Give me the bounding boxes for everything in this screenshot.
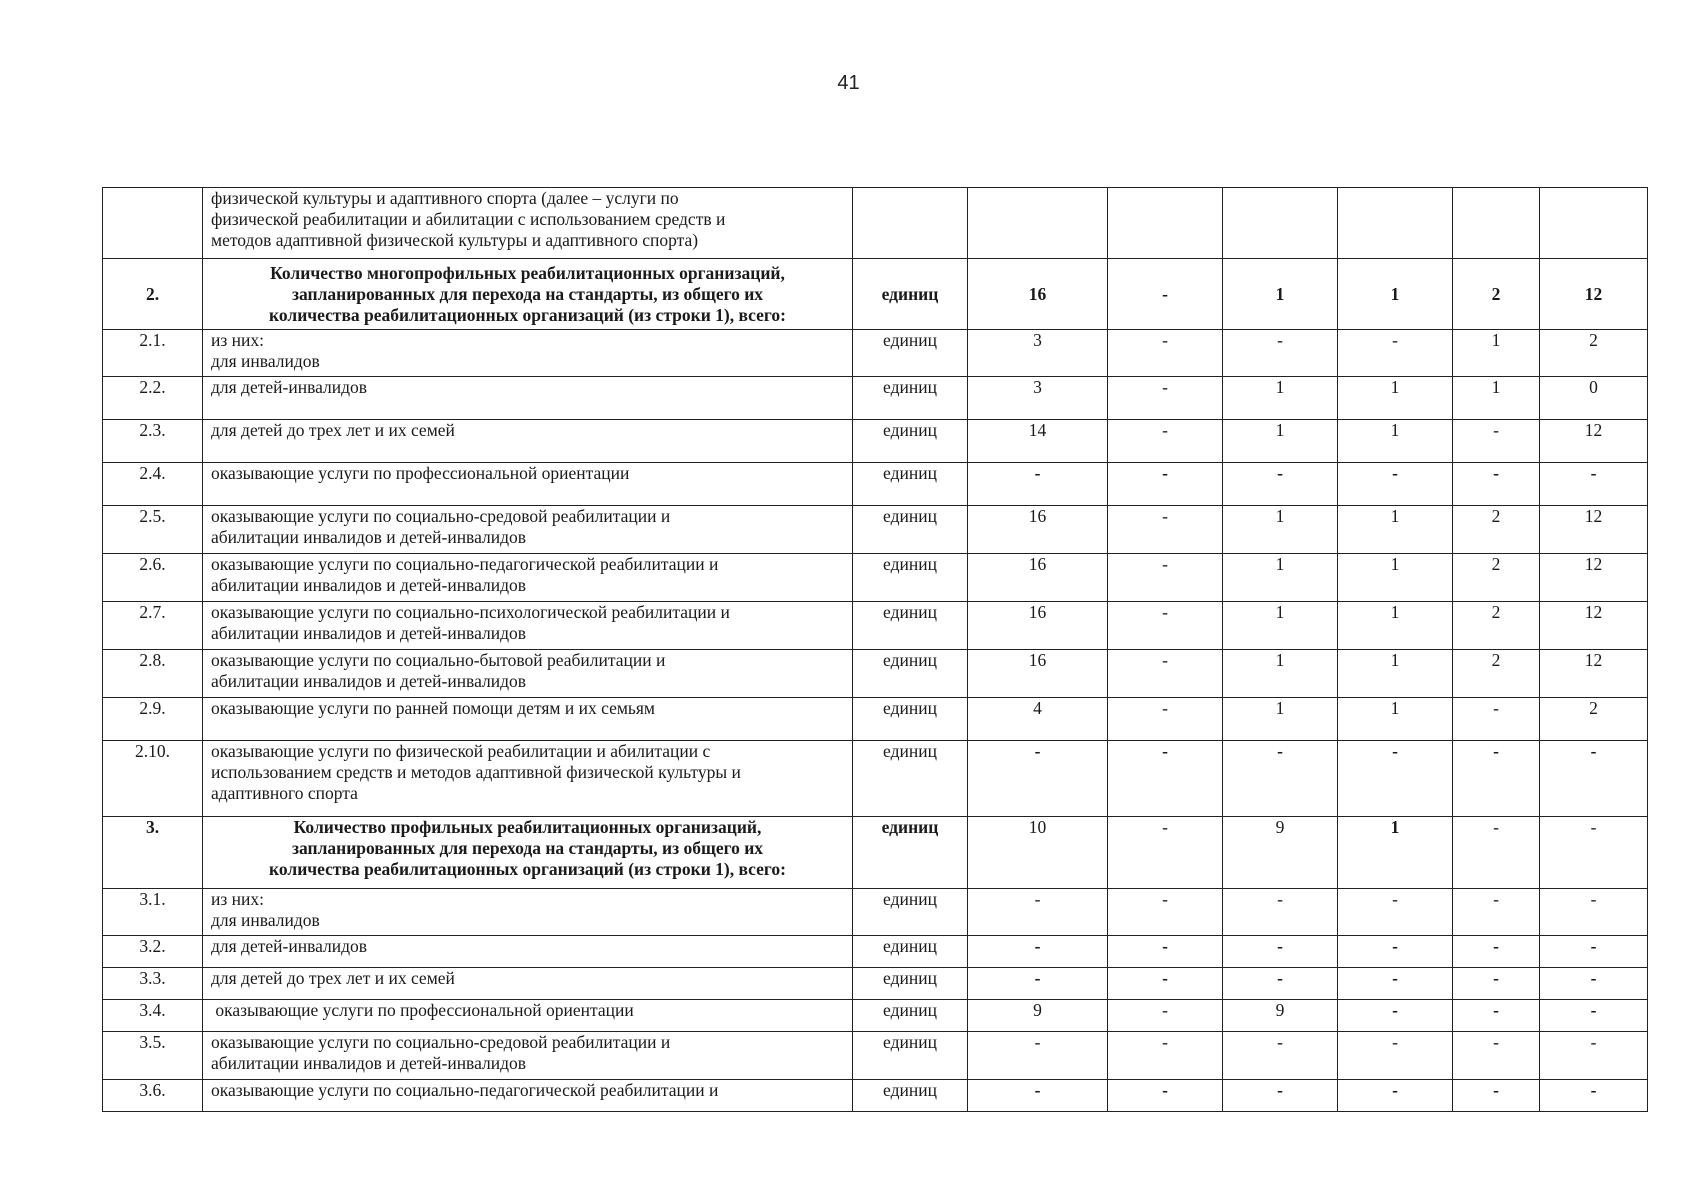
row-value: - <box>1108 1000 1223 1032</box>
table-row <box>103 463 1648 506</box>
row-value: - <box>1540 968 1648 1000</box>
row-number <box>103 188 203 259</box>
table-row <box>103 698 1648 741</box>
row-value: 16 <box>968 650 1108 698</box>
row-value: - <box>1223 741 1338 817</box>
row-unit: единиц <box>853 259 968 330</box>
row-value: 2 <box>1453 602 1540 650</box>
row-value: 1 <box>1338 259 1453 330</box>
row-description: для детей-инвалидов <box>203 936 853 968</box>
row-value: - <box>1108 554 1223 602</box>
table-row <box>103 1000 1648 1032</box>
row-description: для детей до трех лет и их семей <box>203 968 853 1000</box>
row-value: 1 <box>1338 602 1453 650</box>
row-unit: единиц <box>853 889 968 936</box>
row-value <box>1540 188 1648 259</box>
row-value: - <box>1108 420 1223 463</box>
row-description: оказывающие услуги по профессиональной ориентации <box>203 463 853 506</box>
row-value <box>1338 188 1453 259</box>
row-value: - <box>1453 420 1540 463</box>
row-value: - <box>1453 817 1540 889</box>
row-value: - <box>1540 889 1648 936</box>
table-row <box>103 377 1648 420</box>
row-value: - <box>1108 936 1223 968</box>
row-number: 2.4. <box>103 463 203 506</box>
row-value: - <box>1108 889 1223 936</box>
row-value: - <box>1223 889 1338 936</box>
row-number: 3.6. <box>103 1080 203 1112</box>
row-description: оказывающие услуги по социально-бытовой реабилитации и абилитации инвалидов и детей-инвалидов <box>203 650 853 698</box>
row-value: 1 <box>1223 554 1338 602</box>
row-value: 1 <box>1453 377 1540 420</box>
row-value: - <box>1108 330 1223 377</box>
row-value: 1 <box>1338 506 1453 554</box>
row-unit: единиц <box>853 698 968 741</box>
row-value: - <box>1223 330 1338 377</box>
row-description: оказывающие услуги по физической реабилитации и абилитации с использованием средств и методов адаптивной физической культуры и адаптивного спорта <box>203 741 853 817</box>
row-value: 1 <box>1223 377 1338 420</box>
row-value: 9 <box>1223 1000 1338 1032</box>
statistics-table <box>102 187 1648 1112</box>
row-description: для детей-инвалидов <box>203 377 853 420</box>
row-value: - <box>1108 817 1223 889</box>
row-value <box>1223 188 1338 259</box>
row-value: 2 <box>1453 554 1540 602</box>
row-number: 3.4. <box>103 1000 203 1032</box>
row-value: 10 <box>968 817 1108 889</box>
row-unit: единиц <box>853 650 968 698</box>
row-value: - <box>1223 1032 1338 1080</box>
table-row <box>103 741 1648 817</box>
row-value: 0 <box>1540 377 1648 420</box>
row-number: 2.7. <box>103 602 203 650</box>
row-value: 12 <box>1540 259 1648 330</box>
row-value: - <box>1453 698 1540 741</box>
row-value: 9 <box>1223 817 1338 889</box>
row-value: 12 <box>1540 650 1648 698</box>
row-unit: единиц <box>853 420 968 463</box>
row-value: - <box>1453 968 1540 1000</box>
row-value: - <box>1338 1080 1453 1112</box>
row-value: - <box>1453 1032 1540 1080</box>
table-row <box>103 188 1648 259</box>
row-number: 2.5. <box>103 506 203 554</box>
row-value: - <box>1223 463 1338 506</box>
row-value: - <box>1108 741 1223 817</box>
row-value: - <box>1540 741 1648 817</box>
row-value: 1 <box>1338 420 1453 463</box>
row-value: - <box>1453 936 1540 968</box>
row-description: Количество профильных реабилитационных организаций, запланированных для перехода на стандарты, из общего их количества реабилитационных организаций (из строки 1), всего: <box>203 817 853 889</box>
row-value: 2 <box>1453 650 1540 698</box>
table-row <box>103 259 1648 330</box>
row-unit: единиц <box>853 741 968 817</box>
row-value <box>1453 188 1540 259</box>
page-number: 41 <box>837 72 860 94</box>
row-value: 12 <box>1540 602 1648 650</box>
row-value <box>1108 188 1223 259</box>
row-unit: единиц <box>853 1032 968 1080</box>
table-row <box>103 889 1648 936</box>
row-value: - <box>1108 506 1223 554</box>
row-value: - <box>1540 817 1648 889</box>
row-value: - <box>1540 1080 1648 1112</box>
row-number: 2.8. <box>103 650 203 698</box>
row-value: 9 <box>968 1000 1108 1032</box>
row-value: 1 <box>1223 420 1338 463</box>
row-unit: единиц <box>853 602 968 650</box>
table-row <box>103 968 1648 1000</box>
row-value: - <box>1338 889 1453 936</box>
row-unit: единиц <box>853 554 968 602</box>
row-value: - <box>1453 1080 1540 1112</box>
row-value: 16 <box>968 259 1108 330</box>
row-value: 14 <box>968 420 1108 463</box>
row-value: - <box>1453 889 1540 936</box>
row-unit: единиц <box>853 330 968 377</box>
row-value: - <box>1338 968 1453 1000</box>
row-value: - <box>1108 1080 1223 1112</box>
row-unit: единиц <box>853 1000 968 1032</box>
row-value: 2 <box>1540 698 1648 741</box>
row-number: 2.9. <box>103 698 203 741</box>
row-description: Количество многопрофильных реабилитационных организаций, запланированных для перехода на стандарты, из общего их количества реабилитационных организаций (из строки 1), всего: <box>203 259 853 330</box>
row-value: - <box>968 463 1108 506</box>
row-number: 2.6. <box>103 554 203 602</box>
row-value: - <box>1108 968 1223 1000</box>
row-description: оказывающие услуги по социально-средовой реабилитации и абилитации инвалидов и детей-инвалидов <box>203 506 853 554</box>
row-value: - <box>968 741 1108 817</box>
row-value: - <box>1108 259 1223 330</box>
table-row <box>103 420 1648 463</box>
table-row <box>103 936 1648 968</box>
row-number: 2.10. <box>103 741 203 817</box>
row-value: - <box>1540 1000 1648 1032</box>
row-description: для детей до трех лет и их семей <box>203 420 853 463</box>
row-value: - <box>1338 1032 1453 1080</box>
row-value: - <box>1108 650 1223 698</box>
row-value: - <box>1223 936 1338 968</box>
row-value: 3 <box>968 330 1108 377</box>
row-number: 2.2. <box>103 377 203 420</box>
row-number: 2.1. <box>103 330 203 377</box>
row-value: 2 <box>1540 330 1648 377</box>
row-description: физической культуры и адаптивного спорта (далее – услуги по физической реабилитации и абилитации с использованием средств и методов адаптивной физической культуры и адаптивного спорта) <box>203 188 853 259</box>
row-value: - <box>1108 1032 1223 1080</box>
row-description: оказывающие услуги по профессиональной ориентации <box>203 1000 853 1032</box>
row-value: - <box>968 1080 1108 1112</box>
row-value: 3 <box>968 377 1108 420</box>
row-description: оказывающие услуги по социально-педагогической реабилитации и абилитации инвалидов и детей-инвалидов <box>203 554 853 602</box>
row-number: 3.2. <box>103 936 203 968</box>
row-value: - <box>1540 1032 1648 1080</box>
row-description: оказывающие услуги по социально-средовой реабилитации и абилитации инвалидов и детей-инвалидов <box>203 1032 853 1080</box>
row-value: 16 <box>968 602 1108 650</box>
row-value: 1 <box>1223 650 1338 698</box>
row-value: - <box>1453 463 1540 506</box>
row-value: - <box>1338 1000 1453 1032</box>
row-value: 4 <box>968 698 1108 741</box>
row-value: - <box>1108 377 1223 420</box>
row-value: - <box>1338 463 1453 506</box>
row-value: - <box>968 968 1108 1000</box>
table-row <box>103 650 1648 698</box>
row-value: - <box>968 1032 1108 1080</box>
row-value: 16 <box>968 506 1108 554</box>
row-value: - <box>968 889 1108 936</box>
row-value: - <box>1540 936 1648 968</box>
row-description: из них: для инвалидов <box>203 889 853 936</box>
row-unit: единиц <box>853 817 968 889</box>
table-row <box>103 817 1648 889</box>
row-description: из них: для инвалидов <box>203 330 853 377</box>
row-value: - <box>1108 602 1223 650</box>
row-value: 1 <box>1223 602 1338 650</box>
row-value: - <box>1338 936 1453 968</box>
table-row <box>103 506 1648 554</box>
row-value: 2 <box>1453 259 1540 330</box>
row-value: - <box>1338 741 1453 817</box>
row-value: 1 <box>1338 377 1453 420</box>
row-value: 1 <box>1338 698 1453 741</box>
row-unit: единиц <box>853 936 968 968</box>
row-number: 3.1. <box>103 889 203 936</box>
row-number: 3.3. <box>103 968 203 1000</box>
row-unit: единиц <box>853 463 968 506</box>
row-value: 1 <box>1223 506 1338 554</box>
row-value: - <box>1223 968 1338 1000</box>
row-unit: единиц <box>853 1080 968 1112</box>
row-value: 1 <box>1338 554 1453 602</box>
table-row <box>103 1080 1648 1112</box>
row-number: 2. <box>103 259 203 330</box>
row-value: 2 <box>1453 506 1540 554</box>
row-value: - <box>1453 741 1540 817</box>
row-value: 12 <box>1540 554 1648 602</box>
row-value: 12 <box>1540 506 1648 554</box>
table-row <box>103 330 1648 377</box>
table-row <box>103 602 1648 650</box>
row-number: 2.3. <box>103 420 203 463</box>
row-value: 16 <box>968 554 1108 602</box>
row-number: 3.5. <box>103 1032 203 1080</box>
row-value: 12 <box>1540 420 1648 463</box>
row-value: - <box>1223 1080 1338 1112</box>
row-value: 1 <box>1338 817 1453 889</box>
row-unit: единиц <box>853 968 968 1000</box>
table-row <box>103 1032 1648 1080</box>
table-row <box>103 554 1648 602</box>
row-value: 1 <box>1223 698 1338 741</box>
row-value: 1 <box>1338 650 1453 698</box>
row-value: - <box>1338 330 1453 377</box>
row-description: оказывающие услуги по социально-педагогической реабилитации и <box>203 1080 853 1112</box>
row-value: - <box>968 936 1108 968</box>
row-unit: единиц <box>853 506 968 554</box>
row-number: 3. <box>103 817 203 889</box>
row-description: оказывающие услуги по социально-психологической реабилитации и абилитации инвалидов и детей-инвалидов <box>203 602 853 650</box>
row-description: оказывающие услуги по ранней помощи детям и их семьям <box>203 698 853 741</box>
row-value: - <box>1540 463 1648 506</box>
row-value: 1 <box>1453 330 1540 377</box>
row-value: 1 <box>1223 259 1338 330</box>
row-value <box>968 188 1108 259</box>
row-value: - <box>1108 463 1223 506</box>
row-value: - <box>1108 698 1223 741</box>
row-value: - <box>1453 1000 1540 1032</box>
row-unit <box>853 188 968 259</box>
row-unit: единиц <box>853 377 968 420</box>
